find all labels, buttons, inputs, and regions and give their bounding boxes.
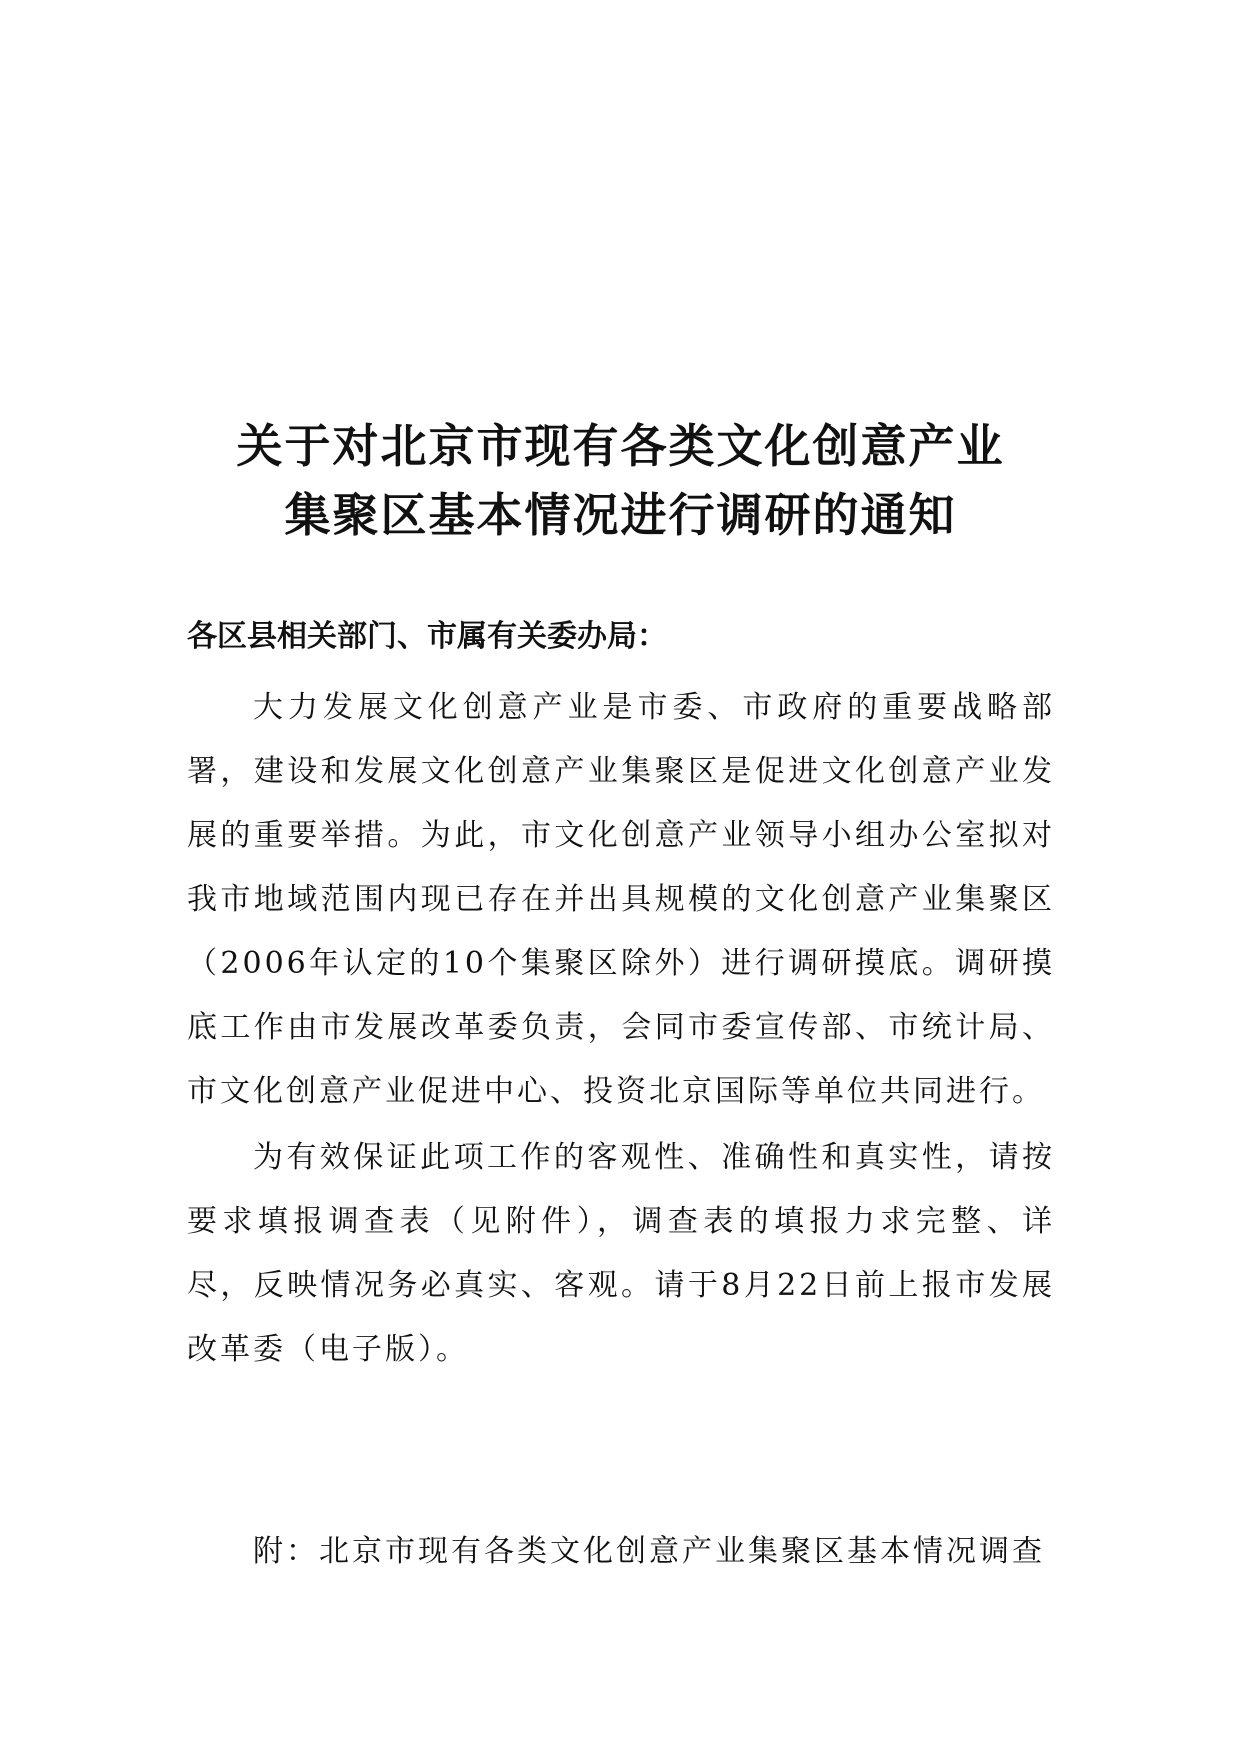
salutation: 各区县相关部门、市属有关委办局： (187, 619, 667, 654)
document-title-line-1: 关于对北京市现有各类文化创意产业 (236, 419, 1005, 473)
attachment-note: 附：北京市现有各类文化创意产业集聚区基本情况调查 (253, 1534, 1045, 1569)
document-title-line-2: 集聚区基本情况进行调研的通知 (284, 488, 957, 542)
body-paragraph-1: 大力发展文化创意产业是市委、市政府的重要战略部署，建设和发展文化创意产业集聚区是促进文化创意产业发展的重要举措。为此，市文化创意产业领导小组办公室拟对我市地域范围内现已存在并出具规模的文化创意产业集聚区（2006年认定的10个集聚区除外）进行调研摸底。调研摸底工作由市发展改革委负责，会同市委宣传部、市统计局、市文化创意产业促进中心、投资北京国际等单位共同进行。 (187, 690, 1055, 1109)
body-paragraph-2: 为有效保证此项工作的客观性、准确性和真实性，请按要求填报调查表（见附件），调查表的填报力求完整、详尽，反映情况务必真实、客观。请于8月22日前上报市发展改革委（电子版）。 (187, 1140, 1055, 1367)
